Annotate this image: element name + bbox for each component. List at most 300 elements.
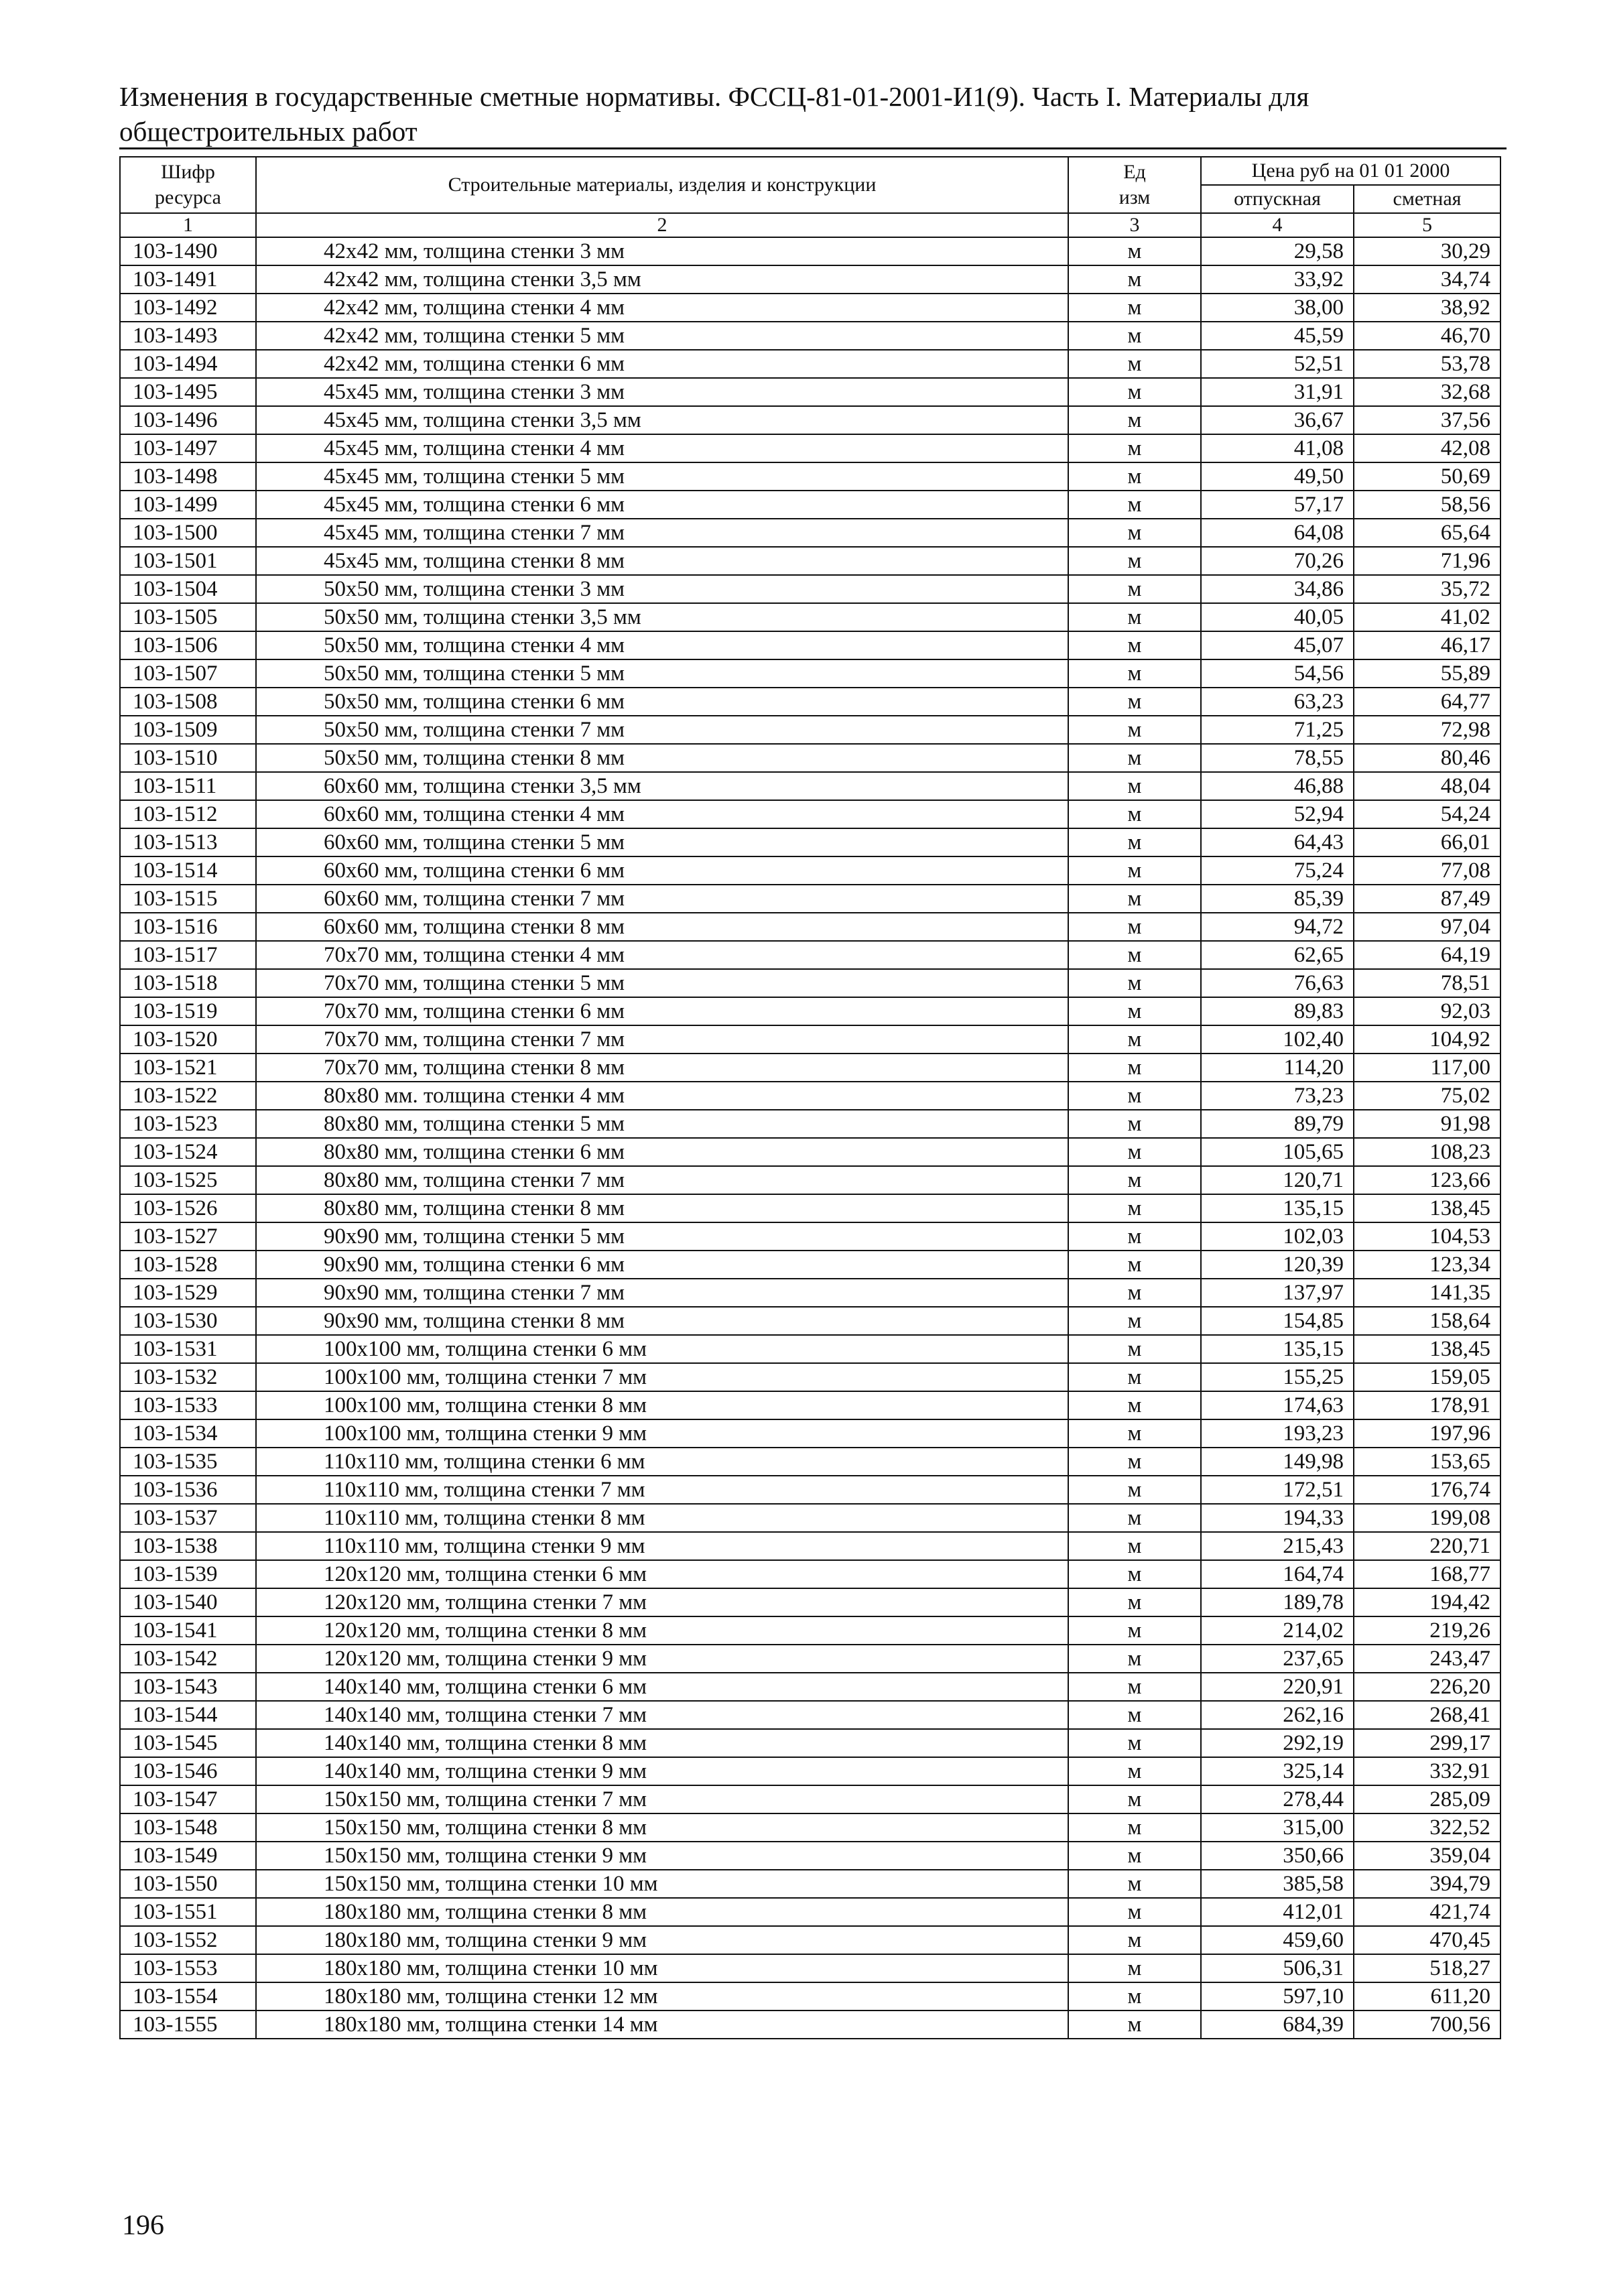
release-price-cell: 237,65 bbox=[1201, 1645, 1354, 1673]
estimate-price-cell: 176,74 bbox=[1354, 1476, 1500, 1504]
estimate-price-cell: 72,98 bbox=[1354, 716, 1500, 744]
material-name-cell: 110x110 мм, толщина стенки 8 мм bbox=[256, 1504, 1068, 1532]
header-price-estimate: сметная bbox=[1354, 185, 1500, 213]
header-unit-line-2: изм bbox=[1118, 186, 1151, 208]
table-row bbox=[120, 1701, 1500, 1729]
estimate-price-cell: 42,08 bbox=[1354, 434, 1500, 462]
estimate-price-cell: 46,70 bbox=[1354, 322, 1500, 350]
unit-cell: м bbox=[1068, 969, 1201, 997]
resource-code-cell: 103-1501 bbox=[120, 547, 256, 575]
resource-code-cell: 103-1548 bbox=[120, 1813, 256, 1842]
resource-code-cell: 103-1510 bbox=[120, 744, 256, 772]
column-number: 3 bbox=[1068, 213, 1201, 237]
release-price-cell: 194,33 bbox=[1201, 1504, 1354, 1532]
estimate-price-cell: 138,45 bbox=[1354, 1194, 1500, 1222]
resource-code-cell: 103-1553 bbox=[120, 1954, 256, 1982]
estimate-price-cell: 37,56 bbox=[1354, 406, 1500, 434]
estimate-price-cell: 48,04 bbox=[1354, 772, 1500, 800]
table-row bbox=[120, 547, 1500, 575]
material-name-cell: 45x45 мм, толщина стенки 5 мм bbox=[256, 462, 1068, 491]
estimate-price-cell: 226,20 bbox=[1354, 1673, 1500, 1701]
estimate-price-cell: 268,41 bbox=[1354, 1701, 1500, 1729]
table-row bbox=[120, 1560, 1500, 1588]
resource-code-cell: 103-1549 bbox=[120, 1842, 256, 1870]
release-price-cell: 684,39 bbox=[1201, 2011, 1354, 2039]
unit-cell: м bbox=[1068, 1588, 1201, 1616]
resource-code-cell: 103-1530 bbox=[120, 1307, 256, 1335]
unit-cell: м bbox=[1068, 1842, 1201, 1870]
estimate-price-cell: 64,19 bbox=[1354, 941, 1500, 969]
estimate-price-cell: 359,04 bbox=[1354, 1842, 1500, 1870]
material-name-cell: 45x45 мм, толщина стенки 7 мм bbox=[256, 519, 1068, 547]
release-price-cell: 114,20 bbox=[1201, 1054, 1354, 1082]
unit-cell: м bbox=[1068, 828, 1201, 856]
estimate-price-cell: 80,46 bbox=[1354, 744, 1500, 772]
table-row bbox=[120, 1757, 1500, 1785]
resource-code-cell: 103-1538 bbox=[120, 1532, 256, 1560]
resource-code-cell: 103-1522 bbox=[120, 1082, 256, 1110]
unit-cell: м bbox=[1068, 1166, 1201, 1194]
release-price-cell: 40,05 bbox=[1201, 603, 1354, 631]
table-row bbox=[120, 1898, 1500, 1926]
table-row bbox=[120, 575, 1500, 603]
release-price-cell: 120,71 bbox=[1201, 1166, 1354, 1194]
header-code-line-2: ресурса bbox=[155, 186, 221, 208]
release-price-cell: 54,56 bbox=[1201, 659, 1354, 688]
material-name-cell: 150x150 мм, толщина стенки 9 мм bbox=[256, 1842, 1068, 1870]
unit-cell: м bbox=[1068, 772, 1201, 800]
estimate-price-cell: 50,69 bbox=[1354, 462, 1500, 491]
release-price-cell: 45,59 bbox=[1201, 322, 1354, 350]
estimate-price-cell: 168,77 bbox=[1354, 1560, 1500, 1588]
table-row bbox=[120, 491, 1500, 519]
table-row bbox=[120, 1729, 1500, 1757]
release-price-cell: 64,43 bbox=[1201, 828, 1354, 856]
release-price-cell: 36,67 bbox=[1201, 406, 1354, 434]
estimate-price-cell: 35,72 bbox=[1354, 575, 1500, 603]
resource-code-cell: 103-1532 bbox=[120, 1363, 256, 1391]
release-price-cell: 89,79 bbox=[1201, 1110, 1354, 1138]
table-row bbox=[120, 519, 1500, 547]
table-row bbox=[120, 265, 1500, 294]
header-code-line-1: Шифр bbox=[161, 161, 215, 183]
estimate-price-cell: 141,35 bbox=[1354, 1279, 1500, 1307]
unit-cell: м bbox=[1068, 1926, 1201, 1954]
estimate-price-cell: 58,56 bbox=[1354, 491, 1500, 519]
release-price-cell: 89,83 bbox=[1201, 997, 1354, 1025]
release-price-cell: 85,39 bbox=[1201, 885, 1354, 913]
header-row-1 bbox=[120, 157, 1500, 185]
estimate-price-cell: 123,34 bbox=[1354, 1251, 1500, 1279]
release-price-cell: 38,00 bbox=[1201, 294, 1354, 322]
resource-code-cell: 103-1516 bbox=[120, 913, 256, 941]
table-row bbox=[120, 716, 1500, 744]
material-name-cell: 60x60 мм, толщина стенки 7 мм bbox=[256, 885, 1068, 913]
material-name-cell: 42x42 мм, толщина стенки 3,5 мм bbox=[256, 265, 1068, 294]
unit-cell: м bbox=[1068, 1504, 1201, 1532]
material-name-cell: 60x60 мм, толщина стенки 6 мм bbox=[256, 856, 1068, 885]
price-table-head bbox=[120, 157, 1500, 237]
table-row bbox=[120, 913, 1500, 941]
material-name-cell: 180x180 мм, толщина стенки 14 мм bbox=[256, 2011, 1068, 2039]
release-price-cell: 278,44 bbox=[1201, 1785, 1354, 1813]
unit-cell: м bbox=[1068, 1448, 1201, 1476]
release-price-cell: 63,23 bbox=[1201, 688, 1354, 716]
unit-cell: м bbox=[1068, 716, 1201, 744]
resource-code-cell: 103-1498 bbox=[120, 462, 256, 491]
table-row bbox=[120, 294, 1500, 322]
page-title-line-2: общестроительных работ bbox=[119, 116, 418, 147]
release-price-cell: 193,23 bbox=[1201, 1419, 1354, 1448]
unit-cell: м bbox=[1068, 237, 1201, 265]
resource-code-cell: 103-1543 bbox=[120, 1673, 256, 1701]
estimate-price-cell: 700,56 bbox=[1354, 2011, 1500, 2039]
table-row bbox=[120, 744, 1500, 772]
estimate-price-cell: 97,04 bbox=[1354, 913, 1500, 941]
material-name-cell: 140x140 мм, толщина стенки 6 мм bbox=[256, 1673, 1068, 1701]
material-name-cell: 150x150 мм, толщина стенки 7 мм bbox=[256, 1785, 1068, 1813]
resource-code-cell: 103-1523 bbox=[120, 1110, 256, 1138]
resource-code-cell: 103-1519 bbox=[120, 997, 256, 1025]
table-row bbox=[120, 1222, 1500, 1251]
header-name-cell: Строительные материалы, изделия и конструкции bbox=[256, 157, 1068, 213]
resource-code-cell: 103-1529 bbox=[120, 1279, 256, 1307]
column-number: 2 bbox=[256, 213, 1068, 237]
release-price-cell: 34,86 bbox=[1201, 575, 1354, 603]
unit-cell: м bbox=[1068, 1363, 1201, 1391]
unit-cell: м bbox=[1068, 1954, 1201, 1982]
table-row bbox=[120, 1448, 1500, 1476]
unit-cell: м bbox=[1068, 1982, 1201, 2011]
release-price-cell: 52,51 bbox=[1201, 350, 1354, 378]
unit-cell: м bbox=[1068, 350, 1201, 378]
resource-code-cell: 103-1547 bbox=[120, 1785, 256, 1813]
estimate-price-cell: 87,49 bbox=[1354, 885, 1500, 913]
material-name-cell: 42x42 мм, толщина стенки 4 мм bbox=[256, 294, 1068, 322]
table-row bbox=[120, 1194, 1500, 1222]
unit-cell: м bbox=[1068, 378, 1201, 406]
release-price-cell: 325,14 bbox=[1201, 1757, 1354, 1785]
header-rule bbox=[119, 147, 1507, 149]
resource-code-cell: 103-1540 bbox=[120, 1588, 256, 1616]
material-name-cell: 120x120 мм, толщина стенки 6 мм bbox=[256, 1560, 1068, 1588]
material-name-cell: 45x45 мм, толщина стенки 8 мм bbox=[256, 547, 1068, 575]
estimate-price-cell: 91,98 bbox=[1354, 1110, 1500, 1138]
release-price-cell: 154,85 bbox=[1201, 1307, 1354, 1335]
release-price-cell: 57,17 bbox=[1201, 491, 1354, 519]
table-row bbox=[120, 1082, 1500, 1110]
estimate-price-cell: 77,08 bbox=[1354, 856, 1500, 885]
table-row bbox=[120, 969, 1500, 997]
table-row bbox=[120, 688, 1500, 716]
unit-cell: м bbox=[1068, 1532, 1201, 1560]
unit-cell: м bbox=[1068, 1560, 1201, 1588]
estimate-price-cell: 34,74 bbox=[1354, 265, 1500, 294]
table-row bbox=[120, 1054, 1500, 1082]
resource-code-cell: 103-1491 bbox=[120, 265, 256, 294]
resource-code-cell: 103-1526 bbox=[120, 1194, 256, 1222]
release-price-cell: 189,78 bbox=[1201, 1588, 1354, 1616]
table-row bbox=[120, 1785, 1500, 1813]
unit-cell: м bbox=[1068, 1251, 1201, 1279]
material-name-cell: 90x90 мм, толщина стенки 6 мм bbox=[256, 1251, 1068, 1279]
material-name-cell: 60x60 мм, толщина стенки 4 мм bbox=[256, 800, 1068, 828]
material-name-cell: 150x150 мм, толщина стенки 8 мм bbox=[256, 1813, 1068, 1842]
table-row bbox=[120, 941, 1500, 969]
table-row bbox=[120, 997, 1500, 1025]
resource-code-cell: 103-1517 bbox=[120, 941, 256, 969]
unit-cell: м bbox=[1068, 462, 1201, 491]
estimate-price-cell: 243,47 bbox=[1354, 1645, 1500, 1673]
estimate-price-cell: 38,92 bbox=[1354, 294, 1500, 322]
table-row bbox=[120, 1842, 1500, 1870]
material-name-cell: 45x45 мм, толщина стенки 3 мм bbox=[256, 378, 1068, 406]
unit-cell: м bbox=[1068, 1025, 1201, 1054]
release-price-cell: 31,91 bbox=[1201, 378, 1354, 406]
resource-code-cell: 103-1509 bbox=[120, 716, 256, 744]
estimate-price-cell: 220,71 bbox=[1354, 1532, 1500, 1560]
unit-cell: м bbox=[1068, 603, 1201, 631]
material-name-cell: 140x140 мм, толщина стенки 7 мм bbox=[256, 1701, 1068, 1729]
table-row bbox=[120, 828, 1500, 856]
unit-cell: м bbox=[1068, 913, 1201, 941]
header-code-cell bbox=[120, 157, 256, 213]
material-name-cell: 70x70 мм, толщина стенки 7 мм bbox=[256, 1025, 1068, 1054]
resource-code-cell: 103-1520 bbox=[120, 1025, 256, 1054]
column-number: 5 bbox=[1354, 213, 1500, 237]
estimate-price-cell: 108,23 bbox=[1354, 1138, 1500, 1166]
release-price-cell: 62,65 bbox=[1201, 941, 1354, 969]
unit-cell: м bbox=[1068, 1279, 1201, 1307]
unit-cell: м bbox=[1068, 1785, 1201, 1813]
estimate-price-cell: 322,52 bbox=[1354, 1813, 1500, 1842]
resource-code-cell: 103-1546 bbox=[120, 1757, 256, 1785]
estimate-price-cell: 92,03 bbox=[1354, 997, 1500, 1025]
material-name-cell: 50x50 мм, толщина стенки 5 мм bbox=[256, 659, 1068, 688]
release-price-cell: 350,66 bbox=[1201, 1842, 1354, 1870]
material-name-cell: 42x42 мм, толщина стенки 6 мм bbox=[256, 350, 1068, 378]
resource-code-cell: 103-1497 bbox=[120, 434, 256, 462]
material-name-cell: 60x60 мм, толщина стенки 8 мм bbox=[256, 913, 1068, 941]
resource-code-cell: 103-1552 bbox=[120, 1926, 256, 1954]
estimate-price-cell: 53,78 bbox=[1354, 350, 1500, 378]
material-name-cell: 90x90 мм, толщина стенки 8 мм bbox=[256, 1307, 1068, 1335]
unit-cell: м bbox=[1068, 294, 1201, 322]
unit-cell: м bbox=[1068, 688, 1201, 716]
release-price-cell: 49,50 bbox=[1201, 462, 1354, 491]
material-name-cell: 100x100 мм, толщина стенки 7 мм bbox=[256, 1363, 1068, 1391]
resource-code-cell: 103-1500 bbox=[120, 519, 256, 547]
table-row bbox=[120, 1025, 1500, 1054]
material-name-cell: 42x42 мм, толщина стенки 5 мм bbox=[256, 322, 1068, 350]
material-name-cell: 140x140 мм, толщина стенки 9 мм bbox=[256, 1757, 1068, 1785]
material-name-cell: 50x50 мм, толщина стенки 7 мм bbox=[256, 716, 1068, 744]
material-name-cell: 80x80 мм. толщина стенки 4 мм bbox=[256, 1082, 1068, 1110]
table-row bbox=[120, 659, 1500, 688]
release-price-cell: 164,74 bbox=[1201, 1560, 1354, 1588]
header-price-release: отпускная bbox=[1201, 185, 1354, 213]
material-name-cell: 120x120 мм, толщина стенки 9 мм bbox=[256, 1645, 1068, 1673]
estimate-price-cell: 46,17 bbox=[1354, 631, 1500, 659]
page-title-line-1: Изменения в государственные сметные нормативы. ФССЦ-81-01-2001-И1(9). Часть I. Материалы для bbox=[119, 81, 1309, 112]
unit-cell: м bbox=[1068, 800, 1201, 828]
header-unit-line-1: Ед bbox=[1123, 161, 1146, 183]
table-row bbox=[120, 2011, 1500, 2039]
release-price-cell: 459,60 bbox=[1201, 1926, 1354, 1954]
table-row bbox=[120, 322, 1500, 350]
release-price-cell: 262,16 bbox=[1201, 1701, 1354, 1729]
resource-code-cell: 103-1514 bbox=[120, 856, 256, 885]
material-name-cell: 80x80 мм, толщина стенки 5 мм bbox=[256, 1110, 1068, 1138]
estimate-price-cell: 104,92 bbox=[1354, 1025, 1500, 1054]
column-number-row bbox=[120, 213, 1500, 237]
table-row bbox=[120, 1251, 1500, 1279]
table-row bbox=[120, 1391, 1500, 1419]
unit-cell: м bbox=[1068, 885, 1201, 913]
resource-code-cell: 103-1535 bbox=[120, 1448, 256, 1476]
release-price-cell: 597,10 bbox=[1201, 1982, 1354, 2011]
resource-code-cell: 103-1551 bbox=[120, 1898, 256, 1926]
material-name-cell: 42x42 мм, толщина стенки 3 мм bbox=[256, 237, 1068, 265]
resource-code-cell: 103-1555 bbox=[120, 2011, 256, 2039]
release-price-cell: 71,25 bbox=[1201, 716, 1354, 744]
table-row bbox=[120, 1616, 1500, 1645]
material-name-cell: 50x50 мм, толщина стенки 6 мм bbox=[256, 688, 1068, 716]
table-row bbox=[120, 1110, 1500, 1138]
material-name-cell: 60x60 мм, толщина стенки 3,5 мм bbox=[256, 772, 1068, 800]
material-name-cell: 150x150 мм, толщина стенки 10 мм bbox=[256, 1870, 1068, 1898]
table-row bbox=[120, 885, 1500, 913]
resource-code-cell: 103-1504 bbox=[120, 575, 256, 603]
material-name-cell: 60x60 мм, толщина стенки 5 мм bbox=[256, 828, 1068, 856]
release-price-cell: 70,26 bbox=[1201, 547, 1354, 575]
table-row bbox=[120, 237, 1500, 265]
unit-cell: м bbox=[1068, 2011, 1201, 2039]
resource-code-cell: 103-1533 bbox=[120, 1391, 256, 1419]
material-name-cell: 100x100 мм, толщина стенки 8 мм bbox=[256, 1391, 1068, 1419]
release-price-cell: 120,39 bbox=[1201, 1251, 1354, 1279]
resource-code-cell: 103-1493 bbox=[120, 322, 256, 350]
unit-cell: м bbox=[1068, 1082, 1201, 1110]
table-row bbox=[120, 1673, 1500, 1701]
table-row bbox=[120, 1138, 1500, 1166]
unit-cell: м bbox=[1068, 1616, 1201, 1645]
resource-code-cell: 103-1511 bbox=[120, 772, 256, 800]
release-price-cell: 385,58 bbox=[1201, 1870, 1354, 1898]
table-row bbox=[120, 1645, 1500, 1673]
estimate-price-cell: 41,02 bbox=[1354, 603, 1500, 631]
material-name-cell: 140x140 мм, толщина стенки 8 мм bbox=[256, 1729, 1068, 1757]
resource-code-cell: 103-1531 bbox=[120, 1335, 256, 1363]
material-name-cell: 70x70 мм, толщина стенки 5 мм bbox=[256, 969, 1068, 997]
resource-code-cell: 103-1494 bbox=[120, 350, 256, 378]
release-price-cell: 220,91 bbox=[1201, 1673, 1354, 1701]
unit-cell: м bbox=[1068, 1307, 1201, 1335]
material-name-cell: 45x45 мм, толщина стенки 3,5 мм bbox=[256, 406, 1068, 434]
table-row bbox=[120, 350, 1500, 378]
table-row bbox=[120, 462, 1500, 491]
unit-cell: м bbox=[1068, 491, 1201, 519]
price-table bbox=[119, 156, 1501, 2039]
unit-cell: м bbox=[1068, 1757, 1201, 1785]
material-name-cell: 90x90 мм, толщина стенки 7 мм bbox=[256, 1279, 1068, 1307]
estimate-price-cell: 138,45 bbox=[1354, 1335, 1500, 1363]
unit-cell: м bbox=[1068, 1335, 1201, 1363]
estimate-price-cell: 75,02 bbox=[1354, 1082, 1500, 1110]
table-row bbox=[120, 1476, 1500, 1504]
resource-code-cell: 103-1512 bbox=[120, 800, 256, 828]
release-price-cell: 155,25 bbox=[1201, 1363, 1354, 1391]
resource-code-cell: 103-1542 bbox=[120, 1645, 256, 1673]
material-name-cell: 80x80 мм, толщина стенки 6 мм bbox=[256, 1138, 1068, 1166]
material-name-cell: 180x180 мм, толщина стенки 10 мм bbox=[256, 1954, 1068, 1982]
resource-code-cell: 103-1541 bbox=[120, 1616, 256, 1645]
estimate-price-cell: 66,01 bbox=[1354, 828, 1500, 856]
table-row bbox=[120, 1954, 1500, 1982]
estimate-price-cell: 197,96 bbox=[1354, 1419, 1500, 1448]
header-unit-cell bbox=[1068, 157, 1201, 213]
estimate-price-cell: 518,27 bbox=[1354, 1954, 1500, 1982]
table-row bbox=[120, 1504, 1500, 1532]
unit-cell: м bbox=[1068, 1870, 1201, 1898]
release-price-cell: 73,23 bbox=[1201, 1082, 1354, 1110]
unit-cell: м bbox=[1068, 575, 1201, 603]
unit-cell: м bbox=[1068, 1476, 1201, 1504]
unit-cell: м bbox=[1068, 1138, 1201, 1166]
table-row bbox=[120, 772, 1500, 800]
estimate-price-cell: 153,65 bbox=[1354, 1448, 1500, 1476]
estimate-price-cell: 285,09 bbox=[1354, 1785, 1500, 1813]
resource-code-cell: 103-1508 bbox=[120, 688, 256, 716]
resource-code-cell: 103-1527 bbox=[120, 1222, 256, 1251]
resource-code-cell: 103-1524 bbox=[120, 1138, 256, 1166]
unit-cell: м bbox=[1068, 1222, 1201, 1251]
release-price-cell: 33,92 bbox=[1201, 265, 1354, 294]
material-name-cell: 50x50 мм, толщина стенки 3,5 мм bbox=[256, 603, 1068, 631]
estimate-price-cell: 78,51 bbox=[1354, 969, 1500, 997]
material-name-cell: 120x120 мм, толщина стенки 7 мм bbox=[256, 1588, 1068, 1616]
release-price-cell: 45,07 bbox=[1201, 631, 1354, 659]
release-price-cell: 94,72 bbox=[1201, 913, 1354, 941]
release-price-cell: 41,08 bbox=[1201, 434, 1354, 462]
unit-cell: м bbox=[1068, 547, 1201, 575]
unit-cell: м bbox=[1068, 941, 1201, 969]
material-name-cell: 100x100 мм, толщина стенки 9 мм bbox=[256, 1419, 1068, 1448]
release-price-cell: 506,31 bbox=[1201, 1954, 1354, 1982]
table-row bbox=[120, 378, 1500, 406]
resource-code-cell: 103-1490 bbox=[120, 237, 256, 265]
release-price-cell: 76,63 bbox=[1201, 969, 1354, 997]
material-name-cell: 80x80 мм, толщина стенки 7 мм bbox=[256, 1166, 1068, 1194]
resource-code-cell: 103-1550 bbox=[120, 1870, 256, 1898]
estimate-price-cell: 194,42 bbox=[1354, 1588, 1500, 1616]
estimate-price-cell: 65,64 bbox=[1354, 519, 1500, 547]
material-name-cell: 110x110 мм, толщина стенки 7 мм bbox=[256, 1476, 1068, 1504]
estimate-price-cell: 611,20 bbox=[1354, 1982, 1500, 2011]
material-name-cell: 180x180 мм, толщина стенки 12 мм bbox=[256, 1982, 1068, 2011]
table-row bbox=[120, 1307, 1500, 1335]
table-row bbox=[120, 1419, 1500, 1448]
release-price-cell: 149,98 bbox=[1201, 1448, 1354, 1476]
release-price-cell: 135,15 bbox=[1201, 1335, 1354, 1363]
unit-cell: м bbox=[1068, 1419, 1201, 1448]
table-row bbox=[120, 1279, 1500, 1307]
estimate-price-cell: 104,53 bbox=[1354, 1222, 1500, 1251]
estimate-price-cell: 219,26 bbox=[1354, 1616, 1500, 1645]
release-price-cell: 292,19 bbox=[1201, 1729, 1354, 1757]
table-row bbox=[120, 1166, 1500, 1194]
release-price-cell: 52,94 bbox=[1201, 800, 1354, 828]
